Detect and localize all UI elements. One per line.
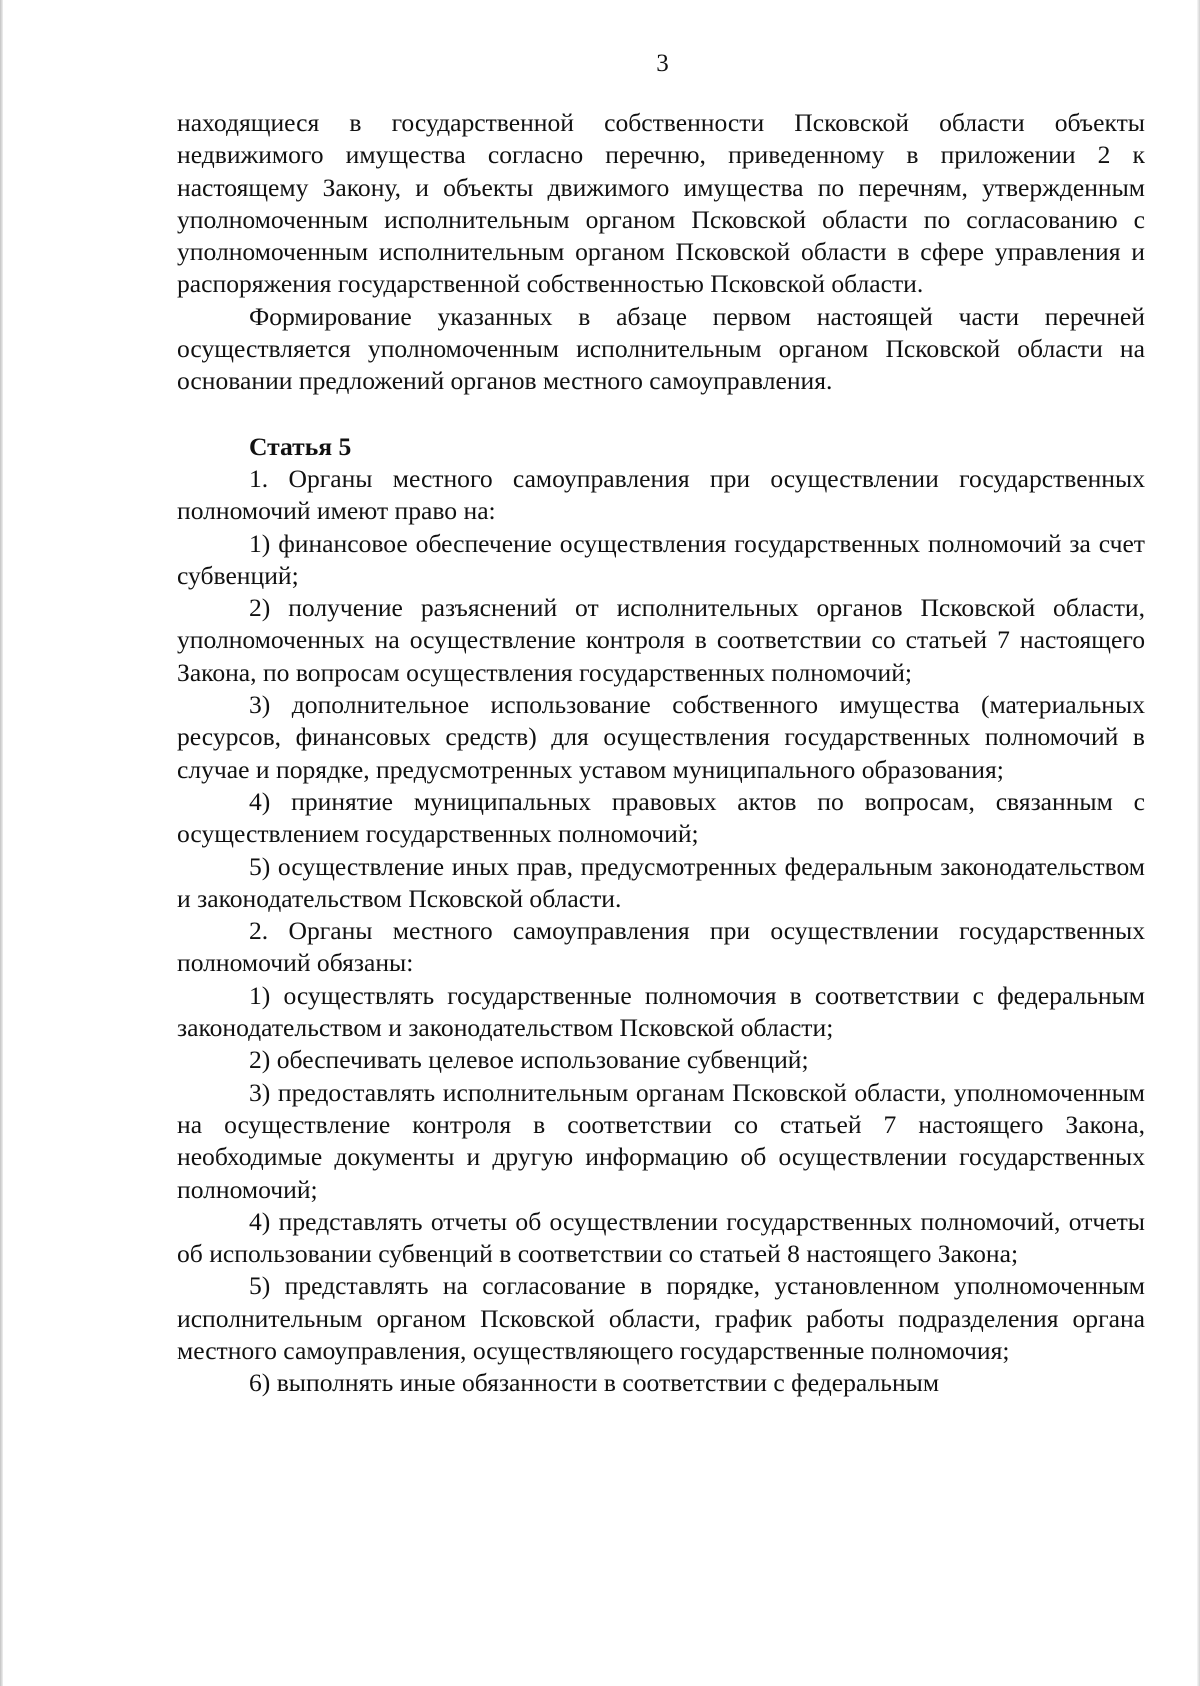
article-paragraph-1-1: 1) финансовое обеспечение осуществления государственных полномочий за счет субвенций;: [177, 528, 1145, 590]
article-paragraph-1-5: 5) осуществление иных прав, предусмотренных федеральным законодательством и законодательством Псковской области.: [177, 851, 1145, 913]
paragraph-continuation: находящиеся в государственной собственности Псковской области объекты недвижимого имущества согласно перечню, приведенному в приложении 2 к настоящему Закону, и объекты движимого имущества по перечням, утвержденным уполномоченным исполнительным органом Псковской области по согласованию с уполномоченным исполнительным органом Псковской области в сфере управления и распоряжения государственной собственностью Псковской области.: [177, 108, 1145, 299]
article-paragraph-1-2: 2) получение разъяснений от исполнительных органов Псковской области, уполномоченных на осуществление контроля в соответствии со статьей 7 настоящего Закона, по вопросам осуществления государственных полномочий;: [177, 593, 1145, 687]
document-body: [177, 107, 1145, 1400]
article-paragraph-1: 1. Органы местного самоуправления при осуществлении государственных полномочий имеют право на:: [177, 463, 1145, 526]
article-paragraph-2-6: 6) выполнять иные обязанности в соответствии с федеральным: [249, 1368, 940, 1398]
article-paragraph-2-4: 4) представлять отчеты об осуществлении государственных полномочий, отчеты об использовании субвенций в соответствии со статьей 8 настоящего Закона;: [177, 1206, 1145, 1269]
article-paragraph-1-3: 3) дополнительное использование собственного имущества (материальных ресурсов, финансовых средств) для осуществления государственных полномочий в случае и порядке, предусмотренных уставом муниципального образования;: [177, 690, 1145, 784]
page-number: 3: [656, 50, 669, 77]
article-paragraph-2: 2. Органы местного самоуправления при осуществлении государственных полномочий обязаны:: [177, 916, 1145, 978]
article-paragraph-2-2: 2) обеспечивать целевое использование субвенций;: [249, 1045, 809, 1075]
article-paragraph-1-4: 4) принятие муниципальных правовых актов по вопросам, связанным с осуществлением государственных полномочий;: [177, 786, 1145, 849]
paragraph-list-formation: Формирование указанных в абзаце первом настоящей части перечней осуществляется уполномоченным исполнительным органом Псковской области на основании предложений органов местного самоуправления.: [177, 301, 1145, 396]
article-heading: Статья 5: [249, 431, 352, 461]
scan-edge-left: [0, 0, 3, 1686]
article-paragraph-2-5: 5) представлять на согласование в порядке, установленном уполномоченным исполнительным органом Псковской области, график работы подразделения органа местного самоуправления, осуществляющего государственные полномочия;: [177, 1271, 1145, 1365]
article-paragraph-2-1: 1) осуществлять государственные полномочия в соответствии с федеральным законодательством и законодательством Псковской области;: [177, 980, 1145, 1043]
article-paragraph-2-3: 3) предоставлять исполнительным органам Псковской области, уполномоченным на осуществление контроля в соответствии со статьей 7 настоящего Закона, необходимые документы и другую информацию об осуществлении государственных полномочий;: [177, 1077, 1145, 1204]
